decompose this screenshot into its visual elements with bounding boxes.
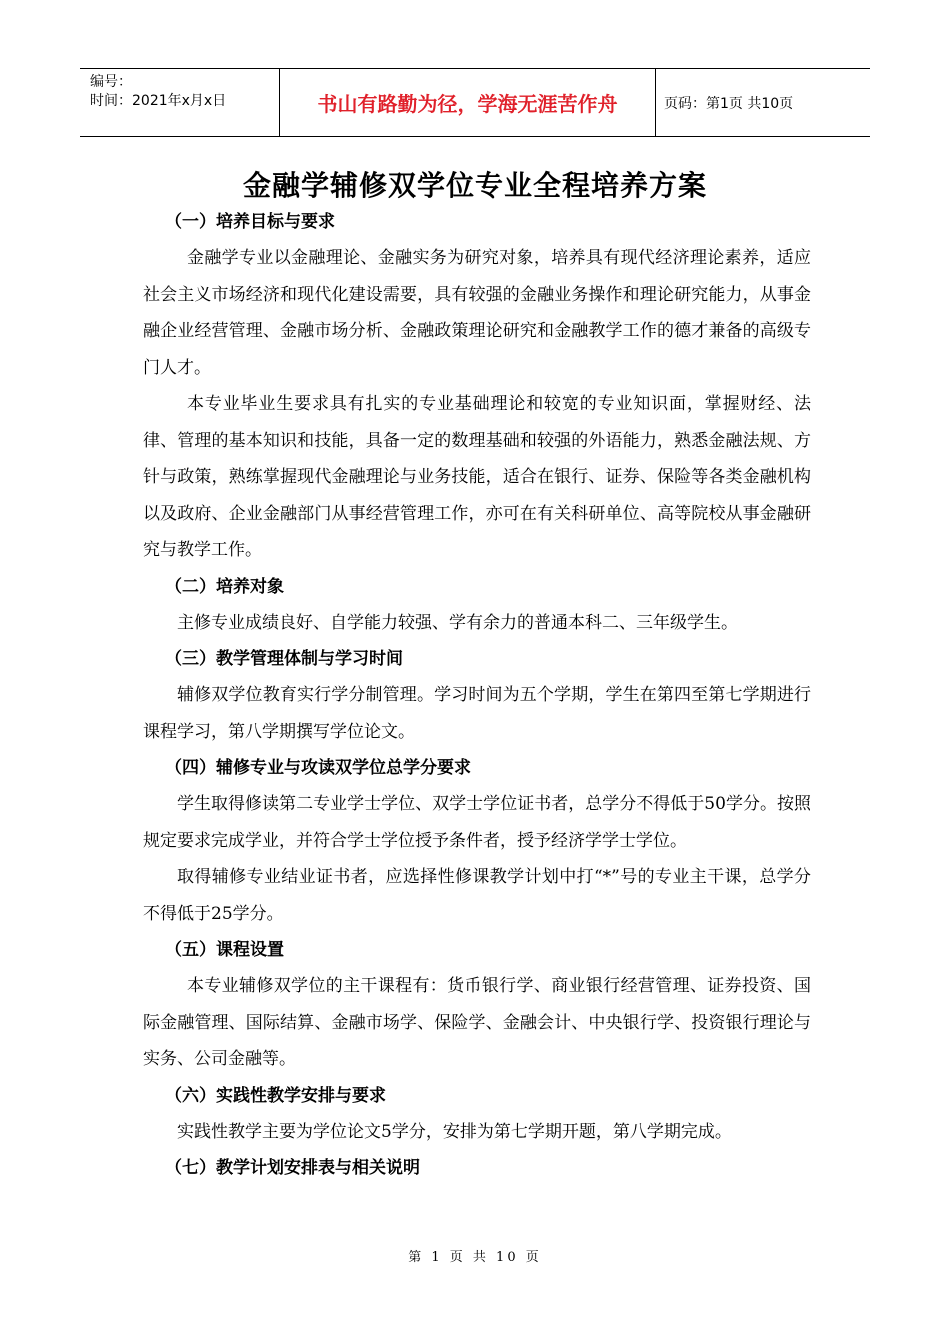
paragraph-credits-1: 学生取得修读第二专业学士学位、双学士学位证书者，总学分不得低于50学分。按照规定要求完成学业，并符合学士学位授予条件者，授予经济学学士学位。 [143, 794, 811, 851]
paragraph-credits-2: 取得辅修专业结业证书者，应选择性修课教学计划中打“*”号的专业主干课，总学分不得低于25学分。 [143, 867, 811, 924]
document-time-label: 时间：2021年x月x日 [90, 93, 227, 109]
page-header [80, 68, 870, 137]
header-meta [80, 69, 280, 136]
paragraph-objectives-1: 金融学专业以金融理论、金融实务为研究对象，培养具有现代经济理论素养，适应社会主义市场经济和现代化建设需要，具有较强的金融业务操作和理论研究能力，从事金融企业经营管理、金融市场分析、金融政策理论研究和金融教学工作的德才兼备的高级专门人才。 [143, 248, 811, 378]
section-heading-credits: （四）辅修专业与攻读双学位总学分要求 [165, 758, 471, 778]
document-body [143, 204, 811, 1186]
section-heading-practice: （六）实践性教学安排与要求 [165, 1085, 386, 1106]
paragraph-management: 辅修双学位教育实行学分制管理。学习时间为五个学期，学生在第四至第七学期进行课程学习，第八学期撰写学位论文。 [143, 685, 811, 742]
paragraph-target-students: 主修专业成绩良好、自学能力较强、学有余力的普通本科二、三年级学生。 [177, 612, 738, 633]
paragraph-practice: 实践性教学主要为学位论文5学分，安排为第七学期开题，第八学期完成。 [177, 1121, 732, 1142]
section-heading-objectives: （一）培养目标与要求 [165, 212, 335, 232]
section-heading-target-students: （二）培养对象 [165, 576, 284, 597]
section-heading-management: （三）教学管理体制与学习时间 [165, 649, 403, 669]
paragraph-objectives-2: 本专业毕业生要求具有扎实的专业基础理论和较宽的专业知识面，掌握财经、法律、管理的基本知识和技能，具备一定的数理基础和较强的外语能力，熟悉金融法规、方针与政策，熟练掌握现代金融理论与业务技能，适合在银行、证券、保险等各类金融机构以及政府、企业金融部门从事经营管理工作，亦可在有关科研单位、高等院校从事金融研究与教学工作。 [143, 394, 811, 560]
section-heading-courses: （五）课程设置 [165, 940, 284, 960]
page-footer: 第 1 页 共 10 页 [408, 1250, 542, 1265]
document-number-label: 编号： [90, 74, 132, 90]
section-heading-schedule: （七）教学计划安排表与相关说明 [165, 1158, 420, 1178]
document-title: 金融学辅修双学位专业全程培养方案 [242, 169, 707, 202]
header-motto: 书山有路勤为径，学海无涯苦作舟 [280, 69, 656, 136]
paragraph-courses: 本专业辅修双学位的主干课程有：货币银行学、商业银行经营管理、证券投资、国际金融管理、国际结算、金融市场学、保险学、金融会计、中央银行学、投资银行理论与实务、公司金融等。 [143, 976, 811, 1069]
header-page-info: 页码：第1页 共10页 [664, 95, 794, 112]
